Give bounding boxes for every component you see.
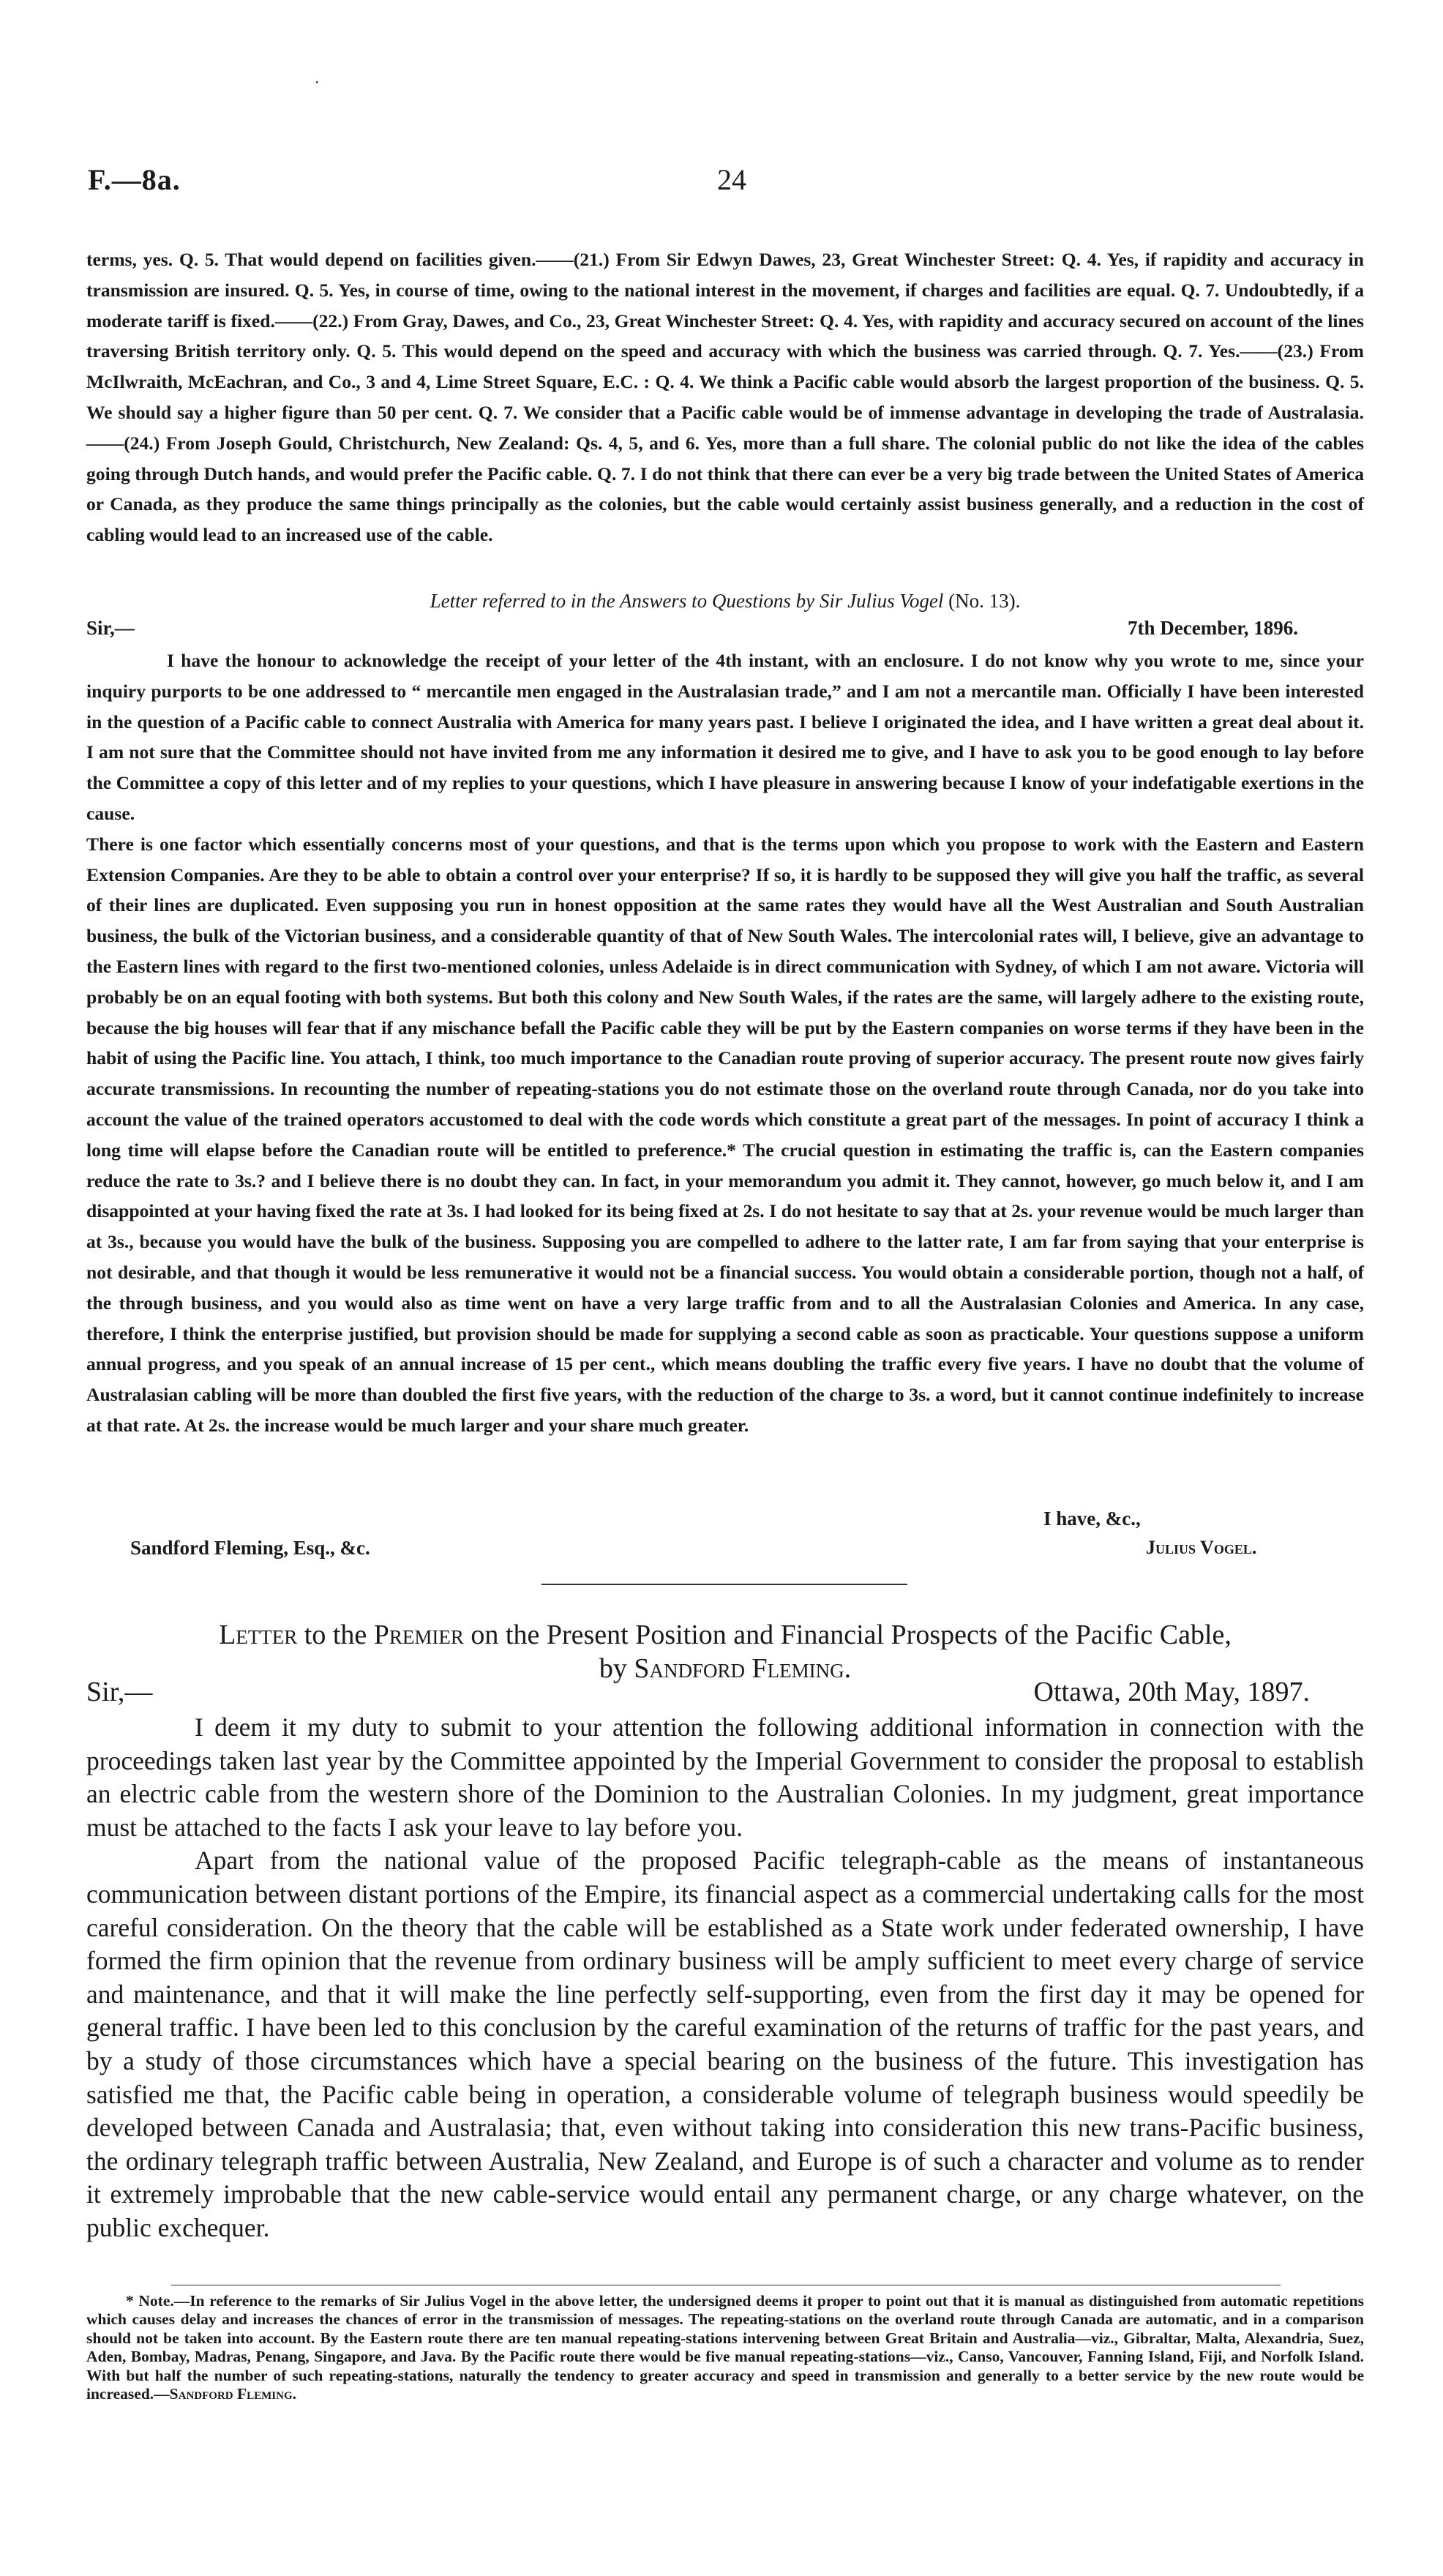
fleming-salutation-row (86, 1676, 1364, 1710)
vogel-date: 7th December, 1896. (1128, 617, 1298, 639)
title-premier: Premier (373, 1620, 464, 1650)
vogel-closing: I have, &c., (1043, 1508, 1141, 1530)
title-author: Sandford Fleming. (634, 1653, 852, 1684)
fleming-salutation: Sir,— (86, 1677, 153, 1707)
vogel-letter-body (86, 645, 1364, 1441)
vogel-signature: Julius Vogel. (1146, 1537, 1257, 1558)
title-letter: Letter (219, 1620, 298, 1650)
page-header (88, 162, 1361, 206)
footnote-signature: Sandford Fleming. (169, 2385, 297, 2403)
vogel-salutation: Sir,— (86, 617, 135, 639)
vogel-addressee: Sandford Fleming, Esq., &c. (130, 1537, 370, 1559)
page-number: 24 (717, 163, 746, 196)
document-code: F.—8a. (88, 163, 181, 196)
footnote-text: * Note.—In reference to the remarks of Sir Julius Vogel in the above letter, the undersigned deems it proper to point out that it is manual as distinguished from automatic repetitions which causes delay and increases the chances of error in the transmission of messages. The repeating-stations on the overland route through Canada are automatic, and in a comparison should not be taken into account. By the Eastern route there are ten manual repeating-stations intervening between Great Britain and Australia—viz., Gibraltar, Malta, Alexandria, Suez, Aden, Bombay, Madras, Penang, Singapore, and Java. By the Pacific route there would be five manual repeating-stations—viz., Canso, Vancouver, Fanning Island, Fiji, and Norfolk Island. With but half the number of such repeating-stations, naturally the tendency to greater accuracy and speed in transmission and generally to a better service by the new route would be increased.— (86, 2292, 1364, 2403)
fleming-letter-body (86, 1711, 1364, 2245)
replies-paragraph (86, 244, 1364, 550)
vogel-letter-caption (86, 586, 1364, 615)
vogel-caption-italic: Letter referred to in the Answers to Questions by Sir Julius Vogel (430, 590, 944, 612)
title-rest: on the Present Position and Financial Prospects of the Pacific Cable, (471, 1620, 1232, 1650)
vogel-salutation-row (86, 617, 1364, 648)
vogel-paragraph: There is one factor which essentially concerns most of your questions, and that is the terms upon which you propose to work with the Eastern and Eastern Extension Companies. Are they to be able to obtain a control over your enterprise? If so, it is hardly to be supposed they will give you half the traffic, as several of their lines are duplicated. Even supposing you run in honest opposition at the same rates they would have all the West Australian and South Australian business, the bulk of the Victorian business, and a considerable quantity of that of New South Wales. The intercolonial rates will, I believe, give an advantage to the Eastern lines with regard to the first two-mentioned colonies, unless Adelaide is in direct communication with Sydney, of which I am not aware. Victoria will probably be on an equal footing with both systems. But both this colony and New South Wales, if the rates are the same, will largely adhere to the existing route, because the big houses will fear that if any mischance befall the Pacific cable they will be put by the Eastern companies on worse terms if they have been in the habit of using the Pacific line. You attach, I think, too much importance to the Canadian route proving of superior accuracy. The present route now gives fairly accurate transmissions. In recounting the number of repeating-stations you do not estimate those on the overland route through Canada, nor do you take into account the value of the trained operators accustomed to deal with the code words which constitute a great part of the messages. In point of accuracy I think a long time will elapse before the Canadian route will be entitled to preference.* The crucial question in estimating the traffic is, can the Eastern companies reduce the rate to 3s.? and I believe there is no doubt they can. In fact, in your memorandum you admit it. They cannot, however, go much below it, and I am disappointed at your having fixed the rate at 3s. I had looked for its being fixed at 2s. I do not hesitate to say that at 2s. your revenue would be much larger than at 3s., because you would have the bulk of the business. Supposing you are compelled to adhere to the latter rate, I am far from saying that your enterprise is not desirable, and that though it would be less remunerative it would not be a financial success. You would obtain a considerable portion, though not a half, of the through business, and you would also as time went on have a very large traffic from and to all the Australasian Colonies and America. In any case, therefore, I think the enterprise justified, but provision should be made for supplying a second cable as soon as practicable. Your questions suppose a uniform annual progress, and you speak of an annual increase of 15 per cent., which means doubling the traffic every five years. I have no doubt that the volume of Australasian cabling will be more than doubled the first five years, with the reduction of the charge to 3s. a word, but it cannot continue indefinitely to increase at that rate. At 2s. the increase would be much larger and your share much greater. (86, 833, 1364, 1436)
fleming-paragraph: Apart from the national value of the proposed Pacific telegraph-cable as the means of instantaneous communication between distant portions of the Empire, its financial aspect as a commercial undertaking calls for the most careful consideration. On the theory that the cable will be established as a State work under federated ownership, I have formed the firm opinion that the revenue from ordinary business will be amply sufficient to meet every charge of service and maintenance, and that it will make the line perfectly self-supporting, even from the first day it may be opened for general traffic. I have been led to this conclusion by the careful examination of the returns of traffic for the past years, and by a study of those circumstances which have a special bearing on the business of the future. This investigation has satisfied me that, the Pacific cable being in operation, a considerable volume of telegraph business would speedily be developed between Canada and Australasia; that, even without taking into consideration this new trans-Pacific business, the ordinary telegraph traffic between Australia, New Zealand, and Europe is of such a character and volume as to render it extremely improbable that the new cable-service would entail any permanent charge, or any charge whatever, on the public exchequer. (86, 1846, 1364, 2242)
fleming-paragraph: I deem it my duty to submit to your attention the following additional information in connection with the proceedings taken last year by the Committee appointed by the Imperial Government to consider the proposal to establish an electric cable from the western shore of the Dominion to the Australian Colonies. In my judgment, great importance must be attached to the facts I ask your leave to lay before you. (86, 1712, 1364, 1842)
title-to-the: to the (304, 1620, 367, 1650)
fleming-date: Ottawa, 20th May, 1897. (1033, 1677, 1310, 1707)
vogel-caption-suffix: (No. 13). (948, 590, 1021, 612)
footnote (86, 2292, 1364, 2403)
stray-mark: · (315, 73, 320, 91)
replies-text: terms, yes. Q. 5. That would depend on facilities given.——(21.) From Sir Edwyn Dawes, 23, Great Winchester Street: Q. 4. Yes, if rapidity and accuracy in transmission are insured. Q. 5. Yes, in course of time, owing to the national interest in the movement, if charges and facilities are equal. Q. 7. Undoubtedly, if a moderate tariff is fixed.——(22.) From Gray, Dawes, and Co., 23, Great Winchester Street: Q. 4. Yes, with rapidity and accuracy secured on account of the lines traversing British territory only. Q. 5. This would depend on the speed and accuracy with which the business was carried through. Q. 7. Yes.——(23.) From McIlwraith, McEachran, and Co., 3 and 4, Lime Street Square, E.C. : Q. 4. We think a Pacific cable would absorb the largest proportion of the business. Q. 5. We should say a higher figure than 50 per cent. Q. 7. We consider that a Pacific cable would be of immense advantage in developing the trade of Australasia. ——(24.) From Joseph Gould, Christchurch, New Zealand: Qs. 4, 5, and 6. Yes, more than a full share. The colonial public do not like the idea of the cables going through Dutch hands, and would prefer the Pacific cable. Q. 7. I do not think that there can ever be a very big trade between the United States of America or Canada, as they produce the same things principally as the colonies, but the cable would certainly assist business generally, and a reduction in the cost of cabling would lead to an increased use of the cable. (86, 249, 1364, 546)
section-divider (541, 1584, 907, 1585)
vogel-paragraph: I have the honour to acknowledge the receipt of your letter of the 4th instant, with an enclosure. I do not know why you wrote to me, since your inquiry purports to be one addressed to “ mercantile men engaged in the Australasian trade,” and I am not a mercantile man. Officially I have been interested in the question of a Pacific cable to connect Australia with America for many years past. I believe I originated the idea, and I have written a great deal about it. I am not sure that the Committee should not have invited from me any information it desired me to give, and I have to ask you to be good enough to lay before the Committee a copy of this letter and of my replies to your questions, which I have pleasure in answering because I know of your indefatigable exertions in the cause. (86, 650, 1364, 824)
title-by: by (599, 1653, 627, 1684)
